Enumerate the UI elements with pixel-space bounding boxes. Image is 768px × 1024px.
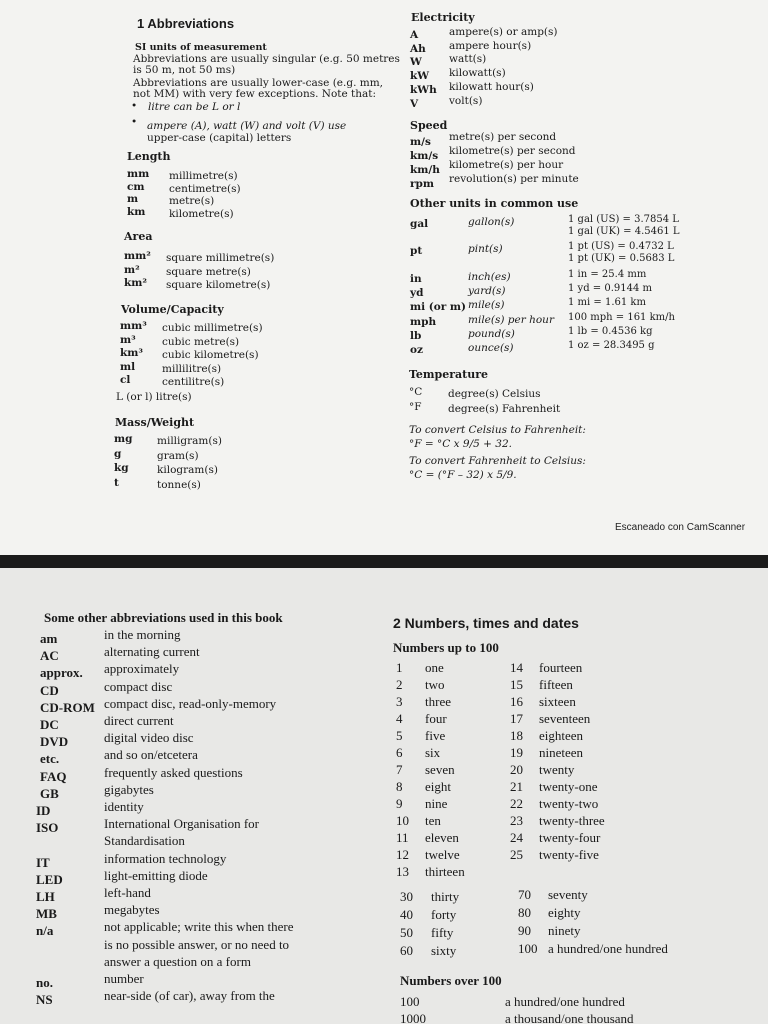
number: 6 bbox=[396, 745, 403, 760]
number-word: ninety bbox=[548, 923, 581, 938]
number: 15 bbox=[510, 677, 523, 692]
numbers-over-title: Numbers over 100 bbox=[400, 973, 502, 988]
unit-name: inch(es) bbox=[468, 271, 511, 283]
abbr: cm bbox=[127, 180, 145, 193]
abbr: kWh bbox=[410, 83, 437, 96]
abbr: g bbox=[114, 447, 122, 460]
bullet: • bbox=[131, 100, 138, 112]
abbr: approx. bbox=[40, 665, 83, 681]
unit-conversion: 1 yd = 0.9144 m bbox=[568, 283, 652, 294]
abbr-meaning: kilogram(s) bbox=[157, 464, 218, 476]
abbr-meaning: degree(s) Fahrenheit bbox=[448, 403, 561, 415]
number-word: sixteen bbox=[539, 694, 576, 709]
number: 1 bbox=[396, 660, 403, 675]
number-word: seventeen bbox=[539, 711, 591, 726]
conversion-line: °C = (°F – 32) x 5/9. bbox=[409, 469, 517, 481]
number-word: fourteen bbox=[539, 660, 583, 675]
unit-name: pint(s) bbox=[468, 243, 503, 255]
bottom-page bbox=[0, 568, 768, 1024]
abbr-meaning: number bbox=[104, 971, 144, 986]
abbr-meaning: milligram(s) bbox=[157, 435, 222, 447]
number-word: seven bbox=[425, 762, 455, 777]
number-word: two bbox=[425, 677, 445, 692]
abbr-meaning: digital video disc bbox=[104, 730, 194, 746]
number-word: eighteen bbox=[539, 728, 584, 743]
number: 100 bbox=[400, 994, 420, 1009]
abbr-meaning: square millimetre(s) bbox=[166, 252, 275, 264]
number: 22 bbox=[510, 796, 523, 811]
abbr: LED bbox=[36, 871, 63, 887]
abbr: CD bbox=[40, 682, 59, 698]
abbr: mm³ bbox=[120, 320, 147, 332]
number-word: thirty bbox=[431, 889, 460, 904]
abbr: DC bbox=[40, 717, 59, 732]
abbr-meaning: alternating current bbox=[104, 644, 200, 660]
abbr: kg bbox=[114, 462, 129, 474]
abbr: ID bbox=[36, 803, 51, 818]
number: 7 bbox=[396, 762, 403, 777]
number: 8 bbox=[396, 779, 403, 794]
number-word: twenty-five bbox=[539, 847, 599, 862]
abbr-meaning: light-emitting diode bbox=[104, 867, 208, 883]
unit-conversion: 1 lb = 0.4536 kg bbox=[568, 326, 653, 337]
si-line: is 50 m, not 50 ms) bbox=[133, 64, 236, 76]
abbr-meaning: volt(s) bbox=[449, 94, 483, 107]
abbr: DVD bbox=[40, 734, 69, 750]
abbr: kW bbox=[410, 70, 430, 83]
abbr: oz bbox=[410, 344, 423, 356]
abbr: rpm bbox=[410, 178, 434, 190]
number: 5 bbox=[396, 728, 403, 743]
conversion-line: To convert Fahrenheit to Celsius: bbox=[409, 455, 586, 467]
abbr-meaning: millilitre(s) bbox=[162, 362, 222, 375]
abbr: GB bbox=[40, 785, 59, 801]
abbr-meaning: identity bbox=[104, 799, 144, 814]
abbr-meaning: and so on/etcetera bbox=[104, 747, 198, 763]
abbr: km² bbox=[124, 277, 147, 289]
abbr: cl bbox=[120, 374, 131, 386]
abbr-meaning: centilitre(s) bbox=[162, 376, 225, 388]
other-units-title: Other units in common use bbox=[410, 197, 579, 210]
unit-name: ounce(s) bbox=[468, 342, 514, 354]
number: 70 bbox=[518, 887, 531, 902]
number-word: sixty bbox=[431, 943, 457, 958]
abbr: mi (or m) bbox=[410, 301, 466, 313]
number: 9 bbox=[396, 796, 403, 811]
abbr-meaning: megabytes bbox=[104, 902, 160, 918]
numbers-heading: 2 Numbers, times and dates bbox=[393, 615, 579, 631]
abbr-meaning: International Organisation for bbox=[104, 816, 259, 832]
abbr: A bbox=[410, 29, 419, 41]
mass-title: Mass/Weight bbox=[115, 416, 195, 429]
abbr: mg bbox=[114, 433, 133, 445]
unit-conversion: 1 gal (UK) = 4.5461 L bbox=[568, 225, 680, 237]
si-line: Abbreviations are usually singular (e.g. 50 metres bbox=[133, 53, 400, 65]
unit-name: mile(s) per hour bbox=[468, 314, 554, 326]
number-word: twenty bbox=[539, 762, 575, 777]
abbr: ml bbox=[120, 360, 136, 373]
number: 18 bbox=[510, 728, 523, 743]
unit-conversion: 1 pt (US) = 0.4732 L bbox=[568, 241, 674, 252]
number: 25 bbox=[510, 847, 523, 862]
number-word: thirteen bbox=[425, 864, 465, 879]
abbr-meaning: Standardisation bbox=[104, 833, 185, 849]
abbr-meaning: kilometre(s) per second bbox=[449, 145, 576, 157]
number-word: five bbox=[425, 728, 446, 743]
litre-line: L (or l) litre(s) bbox=[116, 391, 192, 403]
si-line: not MM) with very few exceptions. Note that: bbox=[133, 88, 377, 100]
number: 30 bbox=[400, 889, 413, 904]
abbr-meaning: cubic kilometre(s) bbox=[162, 349, 259, 361]
abbr: no. bbox=[36, 975, 53, 990]
number: 1000 bbox=[400, 1011, 426, 1024]
abbr-meaning: compact disc bbox=[104, 678, 173, 694]
number: 11 bbox=[396, 830, 409, 845]
abbr: V bbox=[410, 97, 419, 110]
number-word: a thousand/one thousand bbox=[505, 1011, 634, 1024]
unit-conversion: 1 oz = 28.3495 g bbox=[568, 340, 655, 351]
si-title: SI units of measurement bbox=[135, 42, 267, 53]
unit-conversion: 1 gal (US) = 3.7854 L bbox=[568, 214, 679, 225]
number-word: four bbox=[425, 711, 447, 726]
number: 60 bbox=[400, 943, 413, 958]
abbr: n/a bbox=[36, 923, 54, 939]
volume-title: Volume/Capacity bbox=[121, 303, 224, 316]
conversion-line: °F = °C x 9/5 + 32. bbox=[409, 438, 512, 450]
number: 50 bbox=[400, 925, 413, 940]
si-bullet-line: ampere (A), watt (W) and volt (V) use bbox=[147, 120, 347, 132]
abbr: NS bbox=[36, 992, 53, 1008]
abbr: mph bbox=[410, 316, 437, 328]
number: 17 bbox=[510, 711, 523, 726]
number-word: forty bbox=[431, 907, 457, 922]
abbr: m/s bbox=[410, 136, 431, 148]
abbr-meaning: left-hand bbox=[104, 885, 151, 900]
conversion-line: To convert Celsius to Fahrenheit: bbox=[409, 424, 586, 436]
number: 16 bbox=[510, 694, 523, 709]
number: 19 bbox=[510, 745, 523, 760]
other-abbreviations-title: Some other abbreviations used in this book bbox=[44, 610, 283, 625]
abbr: km³ bbox=[120, 347, 143, 359]
abbr-meaning: approximately bbox=[104, 661, 180, 677]
number-word: twenty-three bbox=[539, 813, 605, 828]
abbr-meaning: kilowatt(s) bbox=[449, 67, 506, 80]
abbr: MB bbox=[36, 906, 57, 922]
abbr: m² bbox=[124, 263, 140, 276]
abbr: pt bbox=[410, 245, 423, 257]
bullet: • bbox=[131, 116, 138, 128]
abbr-meaning: frequently asked questions bbox=[104, 764, 243, 780]
area-title: Area bbox=[124, 230, 153, 243]
abbr: km bbox=[127, 205, 146, 218]
number: 3 bbox=[396, 694, 403, 709]
number-word: six bbox=[425, 745, 441, 760]
unit-name: pound(s) bbox=[468, 328, 515, 340]
number-word: three bbox=[425, 694, 451, 709]
abbr-meaning: kilowatt hour(s) bbox=[449, 80, 534, 93]
abbr-meaning: gram(s) bbox=[157, 449, 199, 462]
number-word: twenty-four bbox=[539, 830, 601, 845]
number-word: twelve bbox=[425, 847, 460, 862]
abbr: Ah bbox=[410, 42, 426, 55]
abbr: etc. bbox=[40, 751, 60, 767]
abbr-meaning: cubic metre(s) bbox=[162, 335, 240, 348]
unit-conversion: 1 mi = 1.61 km bbox=[568, 297, 646, 308]
unit-name: gallon(s) bbox=[468, 216, 515, 228]
abbr: in bbox=[410, 273, 422, 285]
number: 10 bbox=[396, 813, 409, 828]
number-word: a hundred/one hundred bbox=[505, 994, 625, 1009]
number: 100 bbox=[518, 941, 538, 956]
abbr: LH bbox=[36, 889, 55, 904]
unit-conversion: 100 mph = 161 km/h bbox=[568, 312, 675, 323]
abbr-meaning: near-side (of car), away from the bbox=[104, 988, 275, 1004]
number-word: twenty-two bbox=[539, 796, 599, 811]
camscanner-watermark: Escaneado con CamScanner bbox=[615, 522, 746, 533]
numbers-up-title: Numbers up to 100 bbox=[393, 640, 499, 655]
abbr-meaning: tonne(s) bbox=[157, 478, 201, 491]
unit-conversion: 1 in = 25.4 mm bbox=[568, 269, 647, 280]
number-word: eighty bbox=[548, 905, 581, 920]
number: 12 bbox=[396, 847, 409, 862]
number: 20 bbox=[510, 762, 523, 777]
abbr: m bbox=[127, 193, 139, 205]
abbr: IT bbox=[36, 854, 50, 870]
abbr: lb bbox=[410, 330, 422, 342]
abbr-meaning: square kilometre(s) bbox=[166, 279, 271, 291]
number: 14 bbox=[510, 660, 523, 675]
abbr-meaning: information technology bbox=[104, 850, 227, 866]
section-heading: 1 Abbreviations bbox=[137, 16, 235, 31]
abbr-meaning: is no possible answer, or no need to bbox=[104, 936, 290, 952]
number: 2 bbox=[396, 677, 403, 692]
temperature-title: Temperature bbox=[409, 368, 489, 381]
unit-conversion: 1 pt (UK) = 0.5683 L bbox=[568, 252, 675, 264]
abbr-meaning: metre(s) per second bbox=[449, 131, 557, 143]
abbr: °C bbox=[409, 386, 423, 398]
unit-name: yard(s) bbox=[468, 285, 506, 297]
abbr: am bbox=[40, 631, 58, 646]
abbr: mm² bbox=[124, 250, 151, 262]
abbr: CD-ROM bbox=[40, 699, 95, 715]
abbr: yd bbox=[410, 287, 424, 299]
abbr: t bbox=[114, 476, 119, 489]
speed-title: Speed bbox=[410, 119, 448, 132]
abbr: km/s bbox=[410, 150, 439, 162]
si-bullet-line: litre can be L or l bbox=[148, 101, 241, 113]
abbr-meaning: kilometre(s) per hour bbox=[449, 159, 564, 171]
abbr: m³ bbox=[120, 333, 136, 346]
number: 13 bbox=[396, 864, 409, 879]
abbr-meaning: square metre(s) bbox=[166, 265, 251, 278]
number-word: nineteen bbox=[539, 745, 584, 760]
abbr-meaning: revolution(s) per minute bbox=[449, 173, 579, 185]
number-word: nine bbox=[425, 796, 448, 811]
si-line: upper-case (capital) letters bbox=[147, 132, 292, 144]
number: 90 bbox=[518, 923, 531, 938]
abbr-meaning: compact disc, read-only-memory bbox=[104, 695, 277, 711]
abbr: gal bbox=[410, 218, 429, 230]
abbr-meaning: kilometre(s) bbox=[169, 207, 234, 220]
abbr: °F bbox=[409, 401, 422, 413]
length-title: Length bbox=[127, 150, 171, 163]
number: 24 bbox=[510, 830, 523, 845]
abbr: AC bbox=[40, 648, 59, 664]
number: 4 bbox=[396, 711, 403, 726]
number-word: twenty-one bbox=[539, 779, 598, 794]
abbr-meaning: ampere(s) or amp(s) bbox=[449, 26, 558, 38]
number-word: fifty bbox=[431, 925, 454, 940]
electricity-title: Electricity bbox=[411, 11, 475, 24]
number: 80 bbox=[518, 905, 531, 920]
abbr-meaning: watt(s) bbox=[449, 53, 487, 66]
abbr-meaning: gigabytes bbox=[104, 781, 154, 797]
number-word: ten bbox=[425, 813, 441, 828]
abbr-meaning: ampere hour(s) bbox=[449, 39, 532, 52]
abbr: ISO bbox=[36, 820, 59, 836]
number-word: seventy bbox=[548, 887, 588, 902]
number-word: fifteen bbox=[539, 677, 573, 692]
abbr-meaning: in the morning bbox=[104, 627, 181, 642]
abbr: FAQ bbox=[40, 768, 67, 784]
abbr: km/h bbox=[410, 164, 440, 176]
number: 23 bbox=[510, 813, 523, 828]
abbr-meaning: centimetre(s) bbox=[169, 182, 241, 195]
abbr-meaning: answer a question on a form bbox=[104, 953, 251, 969]
abbr-meaning: degree(s) Celsius bbox=[448, 388, 541, 400]
abbr: W bbox=[410, 56, 422, 69]
abbr: mm bbox=[127, 168, 150, 180]
number-word: one bbox=[425, 660, 444, 675]
si-line: Abbreviations are usually lower-case (e.g. mm, bbox=[133, 77, 384, 89]
number: 40 bbox=[400, 907, 413, 922]
number-word: eight bbox=[425, 779, 451, 794]
number-word: eleven bbox=[425, 830, 459, 845]
number: 21 bbox=[510, 779, 523, 794]
abbr-meaning: metre(s) bbox=[169, 195, 215, 207]
abbr-meaning: cubic millimetre(s) bbox=[162, 322, 263, 334]
abbr-meaning: direct current bbox=[104, 713, 174, 728]
abbr-meaning: millimetre(s) bbox=[169, 170, 238, 182]
number-word: a hundred/one hundred bbox=[548, 941, 668, 956]
unit-name: mile(s) bbox=[468, 299, 505, 311]
abbr-meaning: not applicable; write this when there bbox=[104, 919, 294, 935]
